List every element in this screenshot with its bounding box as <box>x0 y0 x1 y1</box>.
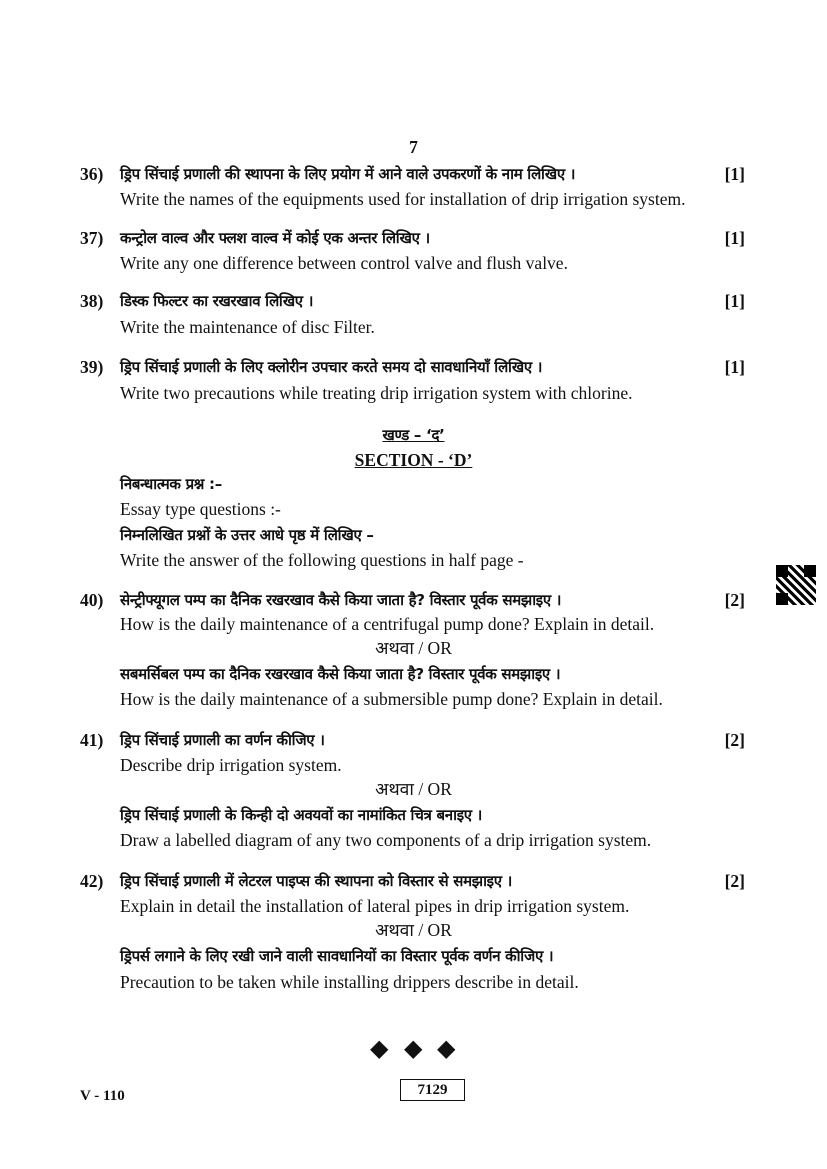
question-text-english: Explain in detail the installation of lateral pipes in drip irrigation system. <box>120 896 630 916</box>
question-number: 40) <box>80 590 104 610</box>
marks: [2] <box>724 730 745 750</box>
question-text-hindi: ड्रिप सिंचाई प्रणाली में लेटरल पाइप्स की स्थापना को विस्तार से समझाइए । <box>120 872 513 890</box>
or-divider: अथवा / OR <box>375 920 452 940</box>
question-text-english: Write two precautions while treating drip irrigation system with chlorine. <box>120 383 633 403</box>
question-text-hindi: कन्ट्रोल वाल्व और फ्लश वाल्व में कोई एक अन्तर लिखिए । <box>120 229 430 247</box>
marks: [1] <box>724 357 745 377</box>
alt-question-english: Draw a labelled diagram of any two components of a drip irrigation system. <box>120 830 652 850</box>
marks: [2] <box>724 590 745 610</box>
diamond-icon: ◆ <box>404 1036 423 1062</box>
question-text-english: Write any one difference between control valve and flush valve. <box>120 253 568 273</box>
question-number: 36) <box>80 164 104 184</box>
section-title-hindi: खण्ड – ‘द’ <box>382 426 445 444</box>
question-text-english: Write the names of the equipments used for installation of drip irrigation system. <box>120 189 686 209</box>
question-text-english: How is the daily maintenance of a centrifugal pump done? Explain in detail. <box>120 614 655 634</box>
page-number: 7 <box>409 137 418 157</box>
diamond-icon: ◆ <box>370 1036 389 1062</box>
alt-question-hindi: ड्रिपर्स लगाने के लिए रखी जाने वाली सावधानियों का विस्तार पूर्वक वर्णन कीजिए । <box>120 947 554 965</box>
marks: [1] <box>724 291 745 311</box>
marks: [2] <box>724 871 745 891</box>
alt-question-english: Precaution to be taken while installing drippers describe in detail. <box>120 972 579 992</box>
question-number: 39) <box>80 357 104 377</box>
question-text-hindi: ड्रिप सिंचाई प्रणाली की स्थापना के लिए प्रयोग में आने वाले उपकरणों के नाम लिखिए । <box>120 165 576 183</box>
question-number: 42) <box>80 871 104 891</box>
question-number: 38) <box>80 291 104 311</box>
alt-question-hindi: ड्रिप सिंचाई प्रणाली के किन्ही दो अवयवों का नामांकित चित्र बनाइए । <box>120 806 483 824</box>
paper-code: V - 110 <box>80 1088 125 1104</box>
question-number: 37) <box>80 228 104 248</box>
alt-question-english: How is the daily maintenance of a submersible pump done? Explain in detail. <box>120 689 663 709</box>
marks: [1] <box>724 164 745 184</box>
question-text-hindi: डिस्क फिल्टर का रखरखाव लिखिए । <box>120 292 314 310</box>
question-text-hindi: सेन्ट्रीफ्यूगल पम्प का दैनिक रखरखाव कैसे किया जाता है? विस्तार पूर्वक समझाइए । <box>120 591 562 609</box>
diamond-icon: ◆ <box>437 1036 456 1062</box>
question-text-hindi: ड्रिप सिंचाई प्रणाली के लिए क्लोरीन उपचार करते समय दो सावधानियाँ लिखिए । <box>120 358 543 376</box>
question-text-hindi: ड्रिप सिंचाई प्रणाली का वर्णन कीजिए । <box>120 731 325 749</box>
marks: [1] <box>724 228 745 248</box>
question-text-english: Write the maintenance of disc Filter. <box>120 317 375 337</box>
alt-question-hindi: सबमर्सिबल पम्प का दैनिक रखरखाव कैसे किया जाता है? विस्तार पूर्वक समझाइए । <box>120 665 561 683</box>
instructions-english: Write the answer of the following questions in half page - <box>120 550 524 570</box>
instructions-hindi: निम्नलिखित प्रश्नों के उत्तर आधे पृष्ठ में लिखिए – <box>120 526 374 544</box>
question-type-hindi: निबन्धात्मक प्रश्न :– <box>120 475 222 493</box>
question-text-english: Describe drip irrigation system. <box>120 755 342 775</box>
question-number: 41) <box>80 730 104 750</box>
or-divider: अथवा / OR <box>375 779 452 799</box>
or-divider: अथवा / OR <box>375 638 452 658</box>
section-title-english: SECTION - ‘D’ <box>354 450 473 470</box>
paper-number-box: 7129 <box>400 1079 465 1101</box>
qr-code <box>776 565 816 605</box>
question-type-english: Essay type questions :- <box>120 499 281 519</box>
